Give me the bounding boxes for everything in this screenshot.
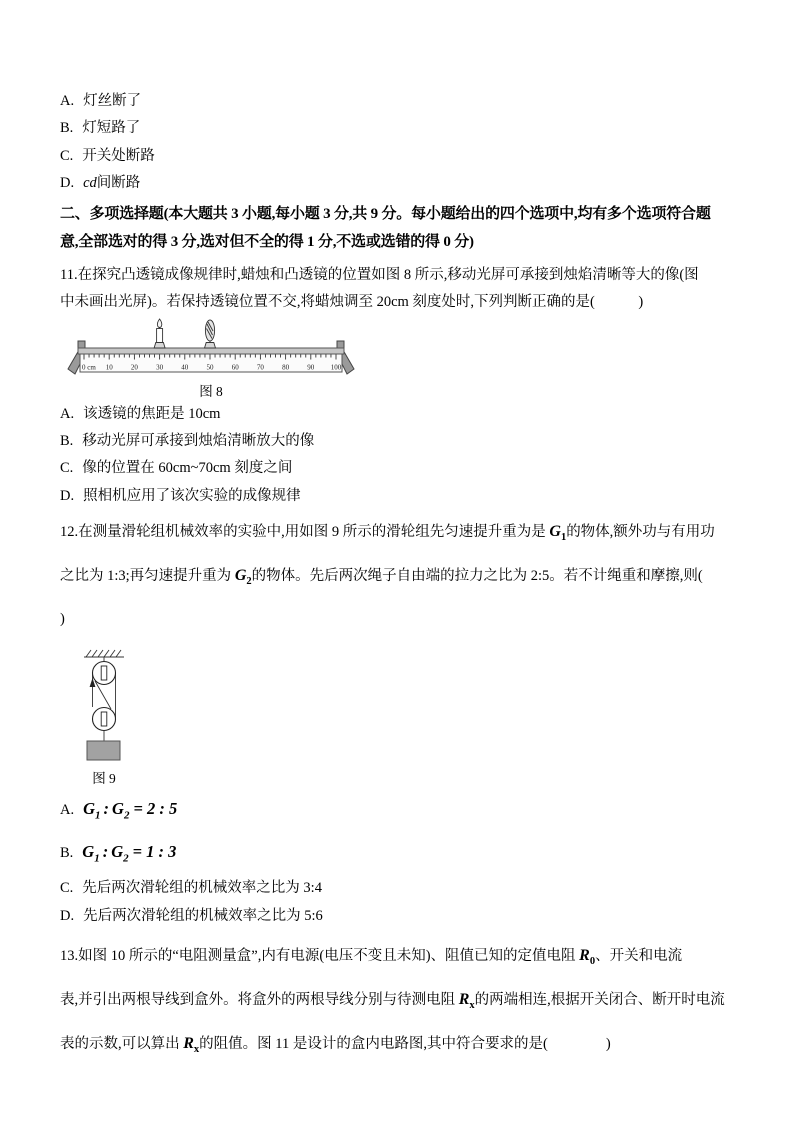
option-label: B. [60,120,74,137]
formula-g1-g2-1-3: $G_1$ : $G_2 = 1$ : 3 [82,842,177,865]
prev-option-b [60,115,760,142]
exam-page [60,88,760,1066]
svg-text:60: 60 [231,363,239,372]
variable-G1: $G_1$ [549,523,567,544]
svg-text:10: 10 [105,363,113,372]
option-label: C. [60,880,74,897]
svg-text:80: 80 [282,363,290,372]
q11-option-c [60,455,760,482]
q11-stem-line2: 中未画出光屏)。若保持透镜位置不交,将蜡烛调至 20cm 刻度处时,下列判断正确的是( ) [60,293,644,310]
svg-text:50: 50 [206,363,214,372]
q12-option-b [60,831,760,874]
q12-option-d [60,902,760,930]
q13-stem-line1 [60,934,760,978]
variable-Rx: $R_x$ [183,1035,200,1056]
option-label: A. [60,93,75,109]
prev-option-c [60,143,760,170]
figure-8-optical-bench [66,318,356,399]
option-label: A. [60,802,75,819]
q12-stem-line2 [60,554,760,598]
section2-header [60,200,760,256]
section2-header-line2: 意,全部选对的得 3 分,选对但不全的得 1 分,不选或选错的得 0 分) [60,233,474,250]
weight-block [87,741,120,760]
q12-option-c [60,874,760,902]
bench-rail [78,348,344,354]
option-text: 灯丝断了 [83,93,142,109]
ceiling [84,650,124,657]
option-text: 照相机应用了该次实验的成像规律 [83,487,301,504]
svg-text:70: 70 [256,363,264,372]
svg-text:40: 40 [181,363,189,372]
stem-text: 、开关和电流 [595,948,683,965]
option-label: D. [60,175,75,192]
svg-text:100: 100 [330,363,342,372]
option-text: 先后两次滑轮组的机械效率之比为 3:4 [82,880,322,897]
option-label: B. [60,433,74,450]
option-label: D. [60,487,75,504]
stem-text: 的两端相连,根据开关闭合、断开时电流 [474,992,725,1009]
candle [154,319,165,348]
prev-option-d [60,170,760,197]
convex-lens [205,320,216,348]
option-label: D. [60,908,75,925]
option-label: C. [60,147,74,164]
q11-stem-line1: 11.在探究凸透镜成像规律时,蜡烛和凸透镜的位置如图 8 所示,移动光屏可承接到烛焰清晰等大的像(图 [60,266,699,283]
variable-Rx: $R_x$ [458,991,475,1012]
q11-option-a [60,401,760,428]
option-text: 开关处断路 [82,147,155,164]
option-text: 像的位置在 60cm~70cm 刻度之间 [82,460,293,477]
variable-R0: $R_0$ [579,947,596,968]
option-label: B. [60,845,74,862]
option-label: A. [60,405,75,422]
option-label: C. [60,460,74,477]
option-text: 该透镜的焦距是 10cm [83,405,221,422]
option-text: 灯短路了 [82,120,141,137]
q13-stem-line2 [60,978,760,1022]
q11-option-b [60,428,760,455]
stem-text: 表的示数,可以算出 [60,1036,184,1053]
stem-text: 表,并引出两根导线到盒外。将盒外的两根导线分别与待测电阻 [60,992,459,1009]
variable-G2: $G_2$ [234,567,252,588]
option-variable: cd [83,175,97,192]
section2-header-line1: 二、多项选择题(本大题共 3 小题,每小题 3 分,共 9 分。每小题给出的四个选项中,均有多个选项符合题 [60,205,711,222]
figure-9-pulley-system [74,647,134,786]
svg-text:30: 30 [156,363,164,372]
pulley-drawing [74,647,134,765]
svg-text:90: 90 [307,363,315,372]
q12-stem-line1 [60,510,760,554]
q12-stem-line3 [60,598,760,641]
figure-8-label: 图 8 [199,383,223,399]
option-text: 先后两次滑轮组的机械效率之比为 5:6 [83,908,323,925]
fixed-pulley [93,662,116,685]
stem-text: 13.如图 10 所示的“电阻测量盒”,内有电源(电压不变且未知)、阻值已知的定值电阻 [60,948,580,965]
stem-text: 之比为 1:3;再匀速提升重为 [60,568,235,585]
svg-text:20: 20 [130,363,138,372]
formula-g1-g2-2-5: $G_1$ : $G_2 = 2$ : 5 [83,799,178,822]
stem-text: ) [60,611,65,628]
movable-pulley [93,708,116,731]
q12-option-a [60,788,760,831]
stem-text: 的阻值。图 11 是设计的盒内电路图,其中符合要求的是( ) [199,1036,611,1053]
prev-option-a [60,88,760,115]
stem-text: 12.在测量滑轮组机械效率的实验中,用如图 9 所示的滑轮组先匀速提升重为是 [60,524,550,541]
q13-stem-line3 [60,1022,760,1066]
optical-bench-drawing [66,318,356,378]
stem-text: 的物体,额外功与有用功 [566,524,715,541]
q11-option-d [60,483,760,510]
figure-9-label: 图 9 [92,771,116,787]
svg-text:0 cm: 0 cm [82,363,96,372]
option-text: 移动光屏可承接到烛焰清晰放大的像 [82,433,315,450]
stem-text: 的物体。先后两次绳子自由端的拉力之比为 2:5。若不计绳重和摩擦,则( [251,568,703,585]
option-text: 间断路 [96,175,141,192]
